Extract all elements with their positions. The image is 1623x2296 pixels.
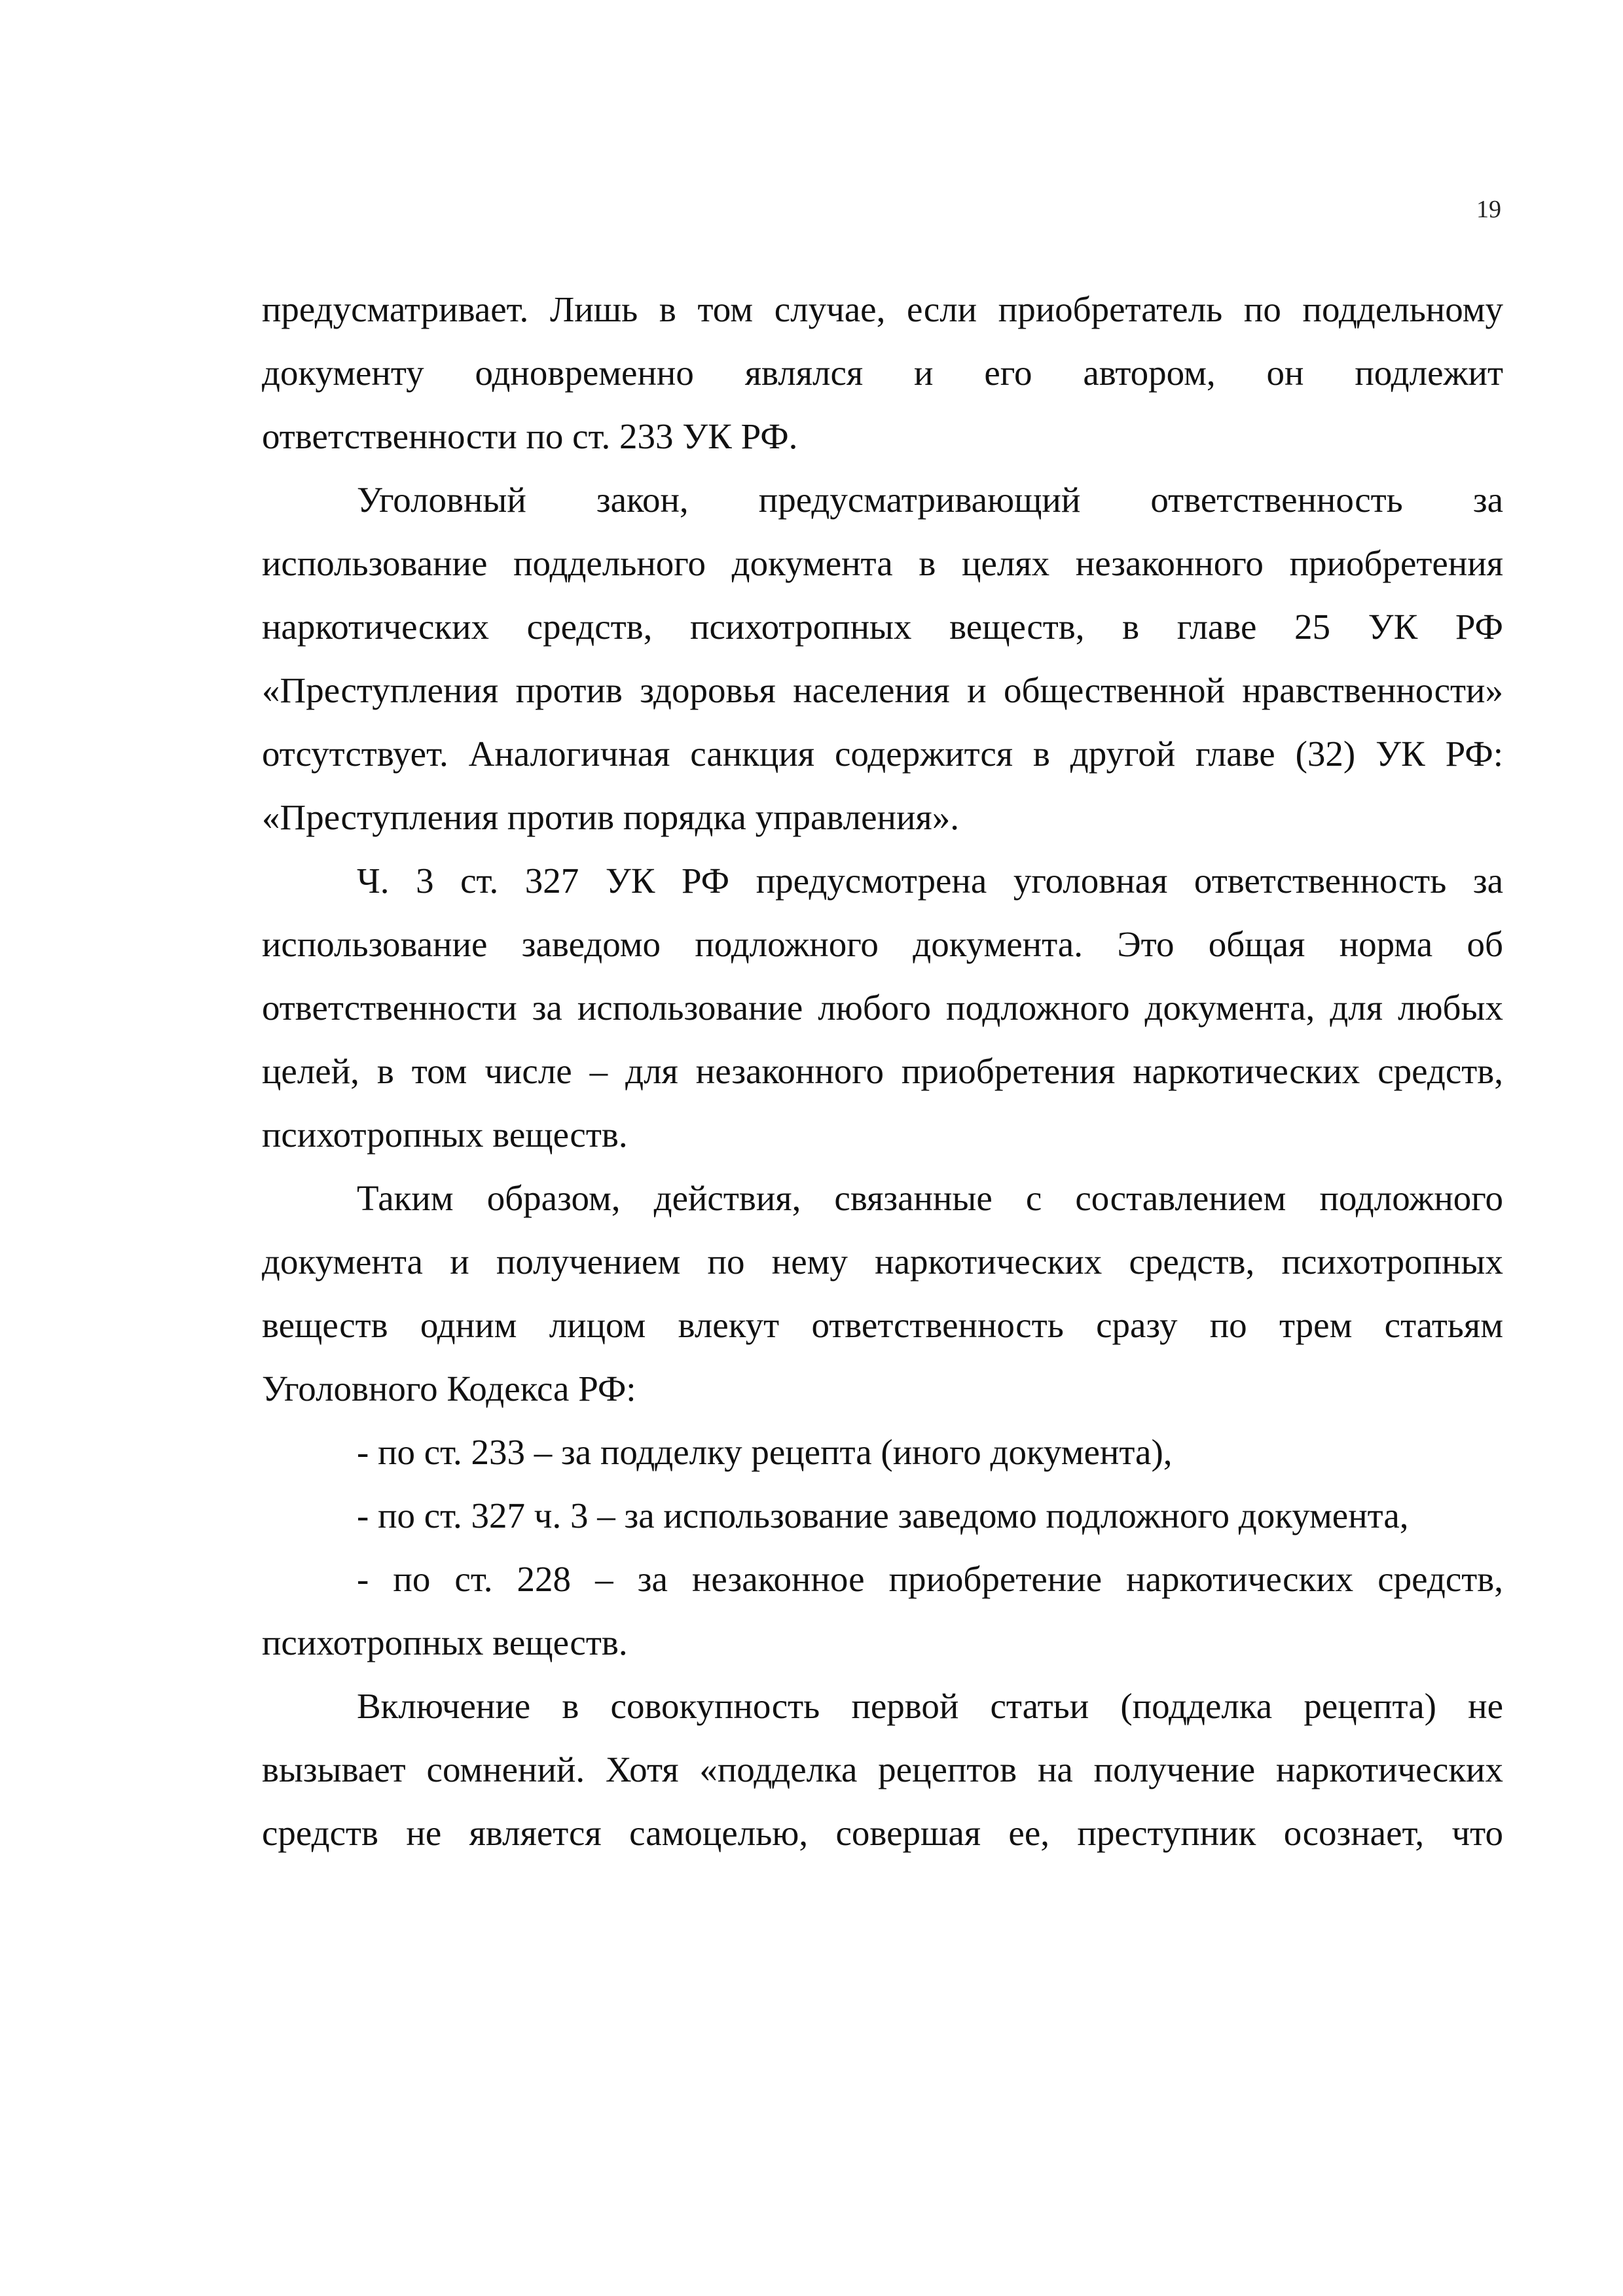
text-line: вызывает сомнений. Хотя «подделка рецептов на получение наркотических [262, 1749, 1503, 1789]
list-item [262, 1420, 1503, 1484]
text-line: использование поддельного документа в целях незаконного приобретения [262, 543, 1503, 583]
text-line: Уголовного Кодекса РФ: [262, 1369, 636, 1408]
paragraph [262, 1166, 1503, 1420]
text-line: использование заведомо подложного документа. Это общая норма об [262, 924, 1503, 964]
text-line: документу одновременно являлся и его автором, он подлежит [262, 353, 1503, 393]
text-line: Включение в совокупность первой статьи (подделка рецепта) не [357, 1686, 1503, 1726]
text-line: Уголовный закон, предусматривающий ответственность за [357, 480, 1503, 520]
text-line: - по ст. 327 ч. 3 – за использование заведомо подложного документа, [357, 1496, 1409, 1535]
text-line: Таким образом, действия, связанные с составлением подложного [357, 1178, 1503, 1218]
text-line: «Преступления против порядка управления». [262, 797, 959, 837]
page-number: 19 [1476, 196, 1501, 223]
text-line: веществ одним лицом влекут ответственность сразу по трем статьям [262, 1305, 1503, 1345]
list-item [262, 1547, 1503, 1674]
text-line: «Преступления против здоровья населения и общественной нравственности» [262, 670, 1503, 710]
list-item [262, 1484, 1503, 1547]
text-line: целей, в том числе – для незаконного приобретения наркотических средств, [262, 1051, 1503, 1091]
text-line: Ч. 3 ст. 327 УК РФ предусмотрена уголовная ответственность за [357, 861, 1503, 901]
text-line: средств не является самоцелью, совершая ее, преступник осознает, что [262, 1813, 1503, 1853]
text-line: документа и получением по нему наркотических средств, психотропных [262, 1242, 1503, 1282]
text-line: - по ст. 233 – за подделку рецепта (иного документа), [357, 1432, 1173, 1472]
text-line: отсутствует. Аналогичная санкция содержится в другой главе (32) УК РФ: [262, 734, 1503, 774]
text-line: предусматривает. Лишь в том случае, если приобретатель по поддельному [262, 289, 1503, 329]
document-body [262, 278, 1503, 1865]
paragraph [262, 849, 1503, 1166]
text-line: ответственности по ст. 233 УК РФ. [262, 416, 798, 456]
paragraph [262, 1674, 1503, 1865]
text-line: наркотических средств, психотропных веществ, в главе 25 УК РФ [262, 607, 1503, 647]
text-line: ответственности за использование любого подложного документа, для любых [262, 988, 1503, 1028]
paragraph [262, 278, 1503, 468]
text-line: - по ст. 228 – за незаконное приобретение наркотических средств, [357, 1559, 1503, 1599]
paragraph [262, 468, 1503, 849]
text-line: психотропных веществ. [262, 1623, 628, 1662]
text-line: психотропных веществ. [262, 1115, 628, 1155]
